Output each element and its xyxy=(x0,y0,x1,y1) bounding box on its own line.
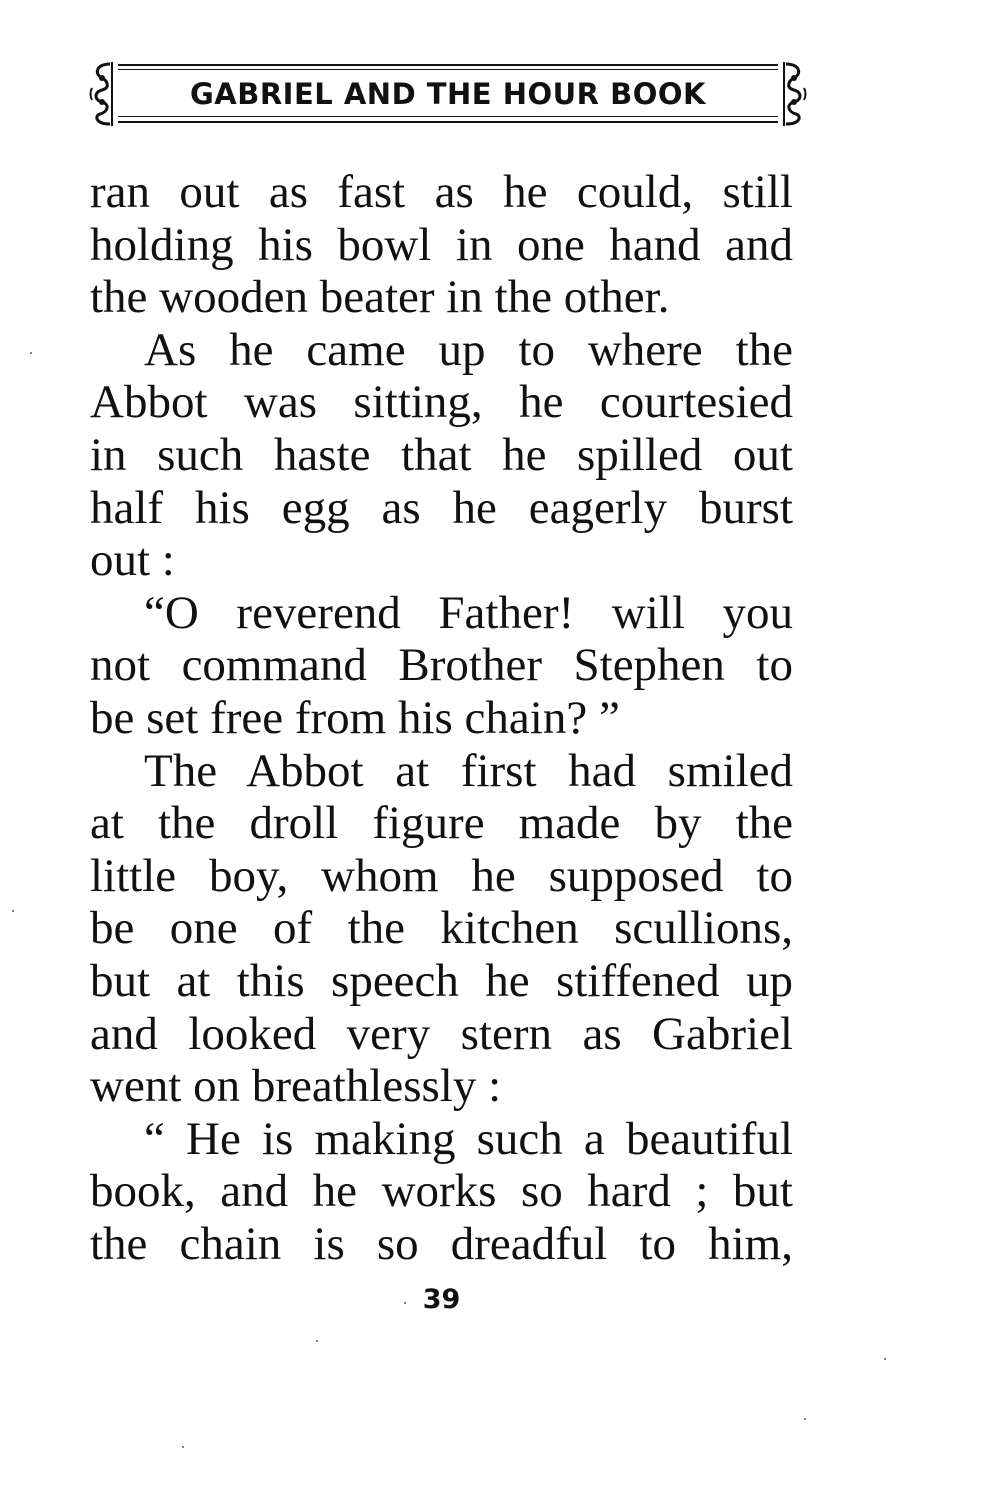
header-rule xyxy=(118,116,778,117)
left-scroll-ornament-icon xyxy=(88,58,118,130)
text-line: ran out as fast as he could, still xyxy=(90,166,793,218)
running-header xyxy=(88,56,808,128)
text-line: Abbot was sitting, he courtesied xyxy=(90,376,793,429)
page-number: 39 xyxy=(422,1284,461,1315)
scan-speck xyxy=(30,352,32,354)
text-line: As he came up to where the xyxy=(144,323,793,376)
text-line: in such haste that he spilled out xyxy=(90,428,793,481)
header-rule xyxy=(118,121,778,123)
text-line: at the droll figure made by the xyxy=(90,797,793,850)
scan-speck xyxy=(804,1418,806,1420)
text-line: out : xyxy=(90,534,175,587)
text-line: not command Brother Stephen to xyxy=(90,639,793,692)
text-line: the wooden beater in the other. xyxy=(90,271,670,324)
text-line: The Abbot at first had smiled xyxy=(144,744,793,797)
text-line: and looked very stern as Gabriel xyxy=(90,1007,793,1060)
body-text xyxy=(90,166,793,1270)
text-line: but at this speech he stiffened up xyxy=(90,954,793,1007)
right-scroll-ornament-icon xyxy=(778,58,808,130)
scan-speck xyxy=(12,910,14,912)
text-line: holding his bowl in one hand and xyxy=(90,218,793,271)
scan-speck xyxy=(884,1358,886,1360)
scan-speck xyxy=(404,1302,406,1304)
running-head-title: GABRIEL AND THE HOUR BOOK xyxy=(190,77,706,111)
scan-speck xyxy=(316,1340,318,1342)
text-line: “ He is making such a beautiful xyxy=(144,1112,793,1165)
text-line: “O reverend Father! will you xyxy=(144,586,793,639)
text-line: went on breathlessly : xyxy=(90,1060,502,1113)
text-line: the chain is so dreadful to him, xyxy=(90,1217,793,1270)
header-rule xyxy=(118,64,778,66)
text-line: be one of the kitchen scullions, xyxy=(90,902,793,955)
text-line: half his egg as he eagerly burst xyxy=(90,481,793,534)
text-line: be set free from his chain? ” xyxy=(90,691,620,744)
header-rule xyxy=(118,69,778,70)
scan-speck xyxy=(182,1446,184,1448)
text-line: book, and he works so hard ; but xyxy=(90,1165,793,1218)
text-line: little boy, whom he supposed to xyxy=(90,849,793,902)
